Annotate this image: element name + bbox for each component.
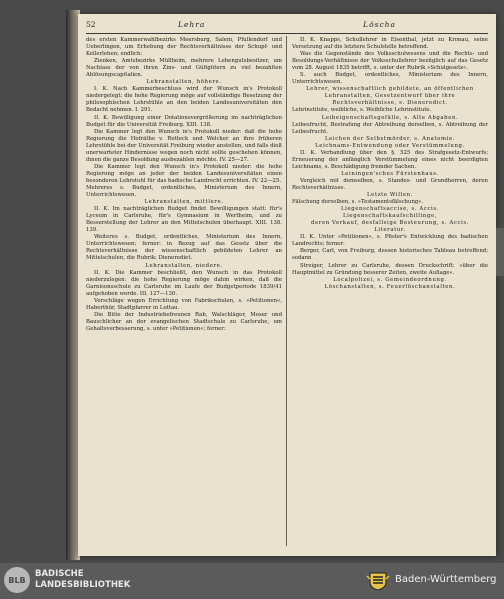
column-divider <box>286 36 287 546</box>
entry-heading: Leichen der Selbstmörder, s. Anatomie. <box>324 135 456 142</box>
right-running-title: Löscha <box>363 20 396 29</box>
right-column <box>292 37 488 291</box>
entry-paragraph: Zienken, Amtsbezirks Müllheim, mehrere Lehengutsbesitzer, um Nachlass der von ihren Zins- und Gültgütern zu viel bezahlten Ablösungscapitalien. <box>86 58 282 79</box>
entry-paragraph: II. K. Unter »Petitionen«, s. Pfister's Entwicklung des badischen Landrechts; ferner: <box>292 234 488 248</box>
entry-paragraph: S. auch Budget, ordentliches, Ministerium des Innern, Unterrichtswesen. <box>292 72 488 86</box>
entry-paragraph: Fälschung derselben, s. »Testamentsfälschung«. <box>292 199 424 206</box>
entry-heading: Löschanstalten, s. Feuerlöschanstalten. <box>324 283 456 290</box>
entry-heading: Lehranstalten, mittlere. <box>144 199 224 206</box>
left-running-title: Lehra <box>178 20 206 29</box>
entry-heading: Lehrer, wissenschaftlich gebildete, an öffentlichen Lehranstalten, Gesetzentwurf über ihre Rechtsverhältnisse, s. Dieneredict. <box>306 86 474 107</box>
library-name-line2: LANDESBIBLIOTHEK <box>35 580 131 590</box>
page-header <box>86 20 488 32</box>
entry-paragraph: Mehreres s. Budget, ordentliches, Ministerium des Innern, Unterrichtswesen. <box>86 184 282 199</box>
entry-paragraph: II. K. Im nachträglichen Budget findet Bewilligungen statt: für's Lyceum in Carlsruhe, für's Gymnasium in Wertheim, und zu Besserstellung der Lehrer an den Mittelschulen überhaupt. XIII. 138. 139. <box>86 206 282 234</box>
entry-heading: deren Verkauf, desfallsige Besteurung, s. Accis. <box>311 220 469 227</box>
state-name[interactable]: Baden-Württemberg <box>395 574 497 585</box>
entry-heading: Lehranstalten, höhere. <box>146 79 222 86</box>
entry-paragraph: I. K. Nach Kammerbeschluss wird der Wunsch in's Protokoll niedergelegt: die hohe Regierung möge auf vollständige Besetzung der philosophischen Lehrstühle an den beiden Landesuniversitäten den Bedacht nehmen. I. 291. <box>86 86 282 114</box>
page-edge-tab <box>496 228 504 276</box>
entry-paragraph: II. K. Die Kammer beschließt, den Wunsch in das Protokoll niederzulegen: die hohe Regierung möge dahin wirken, daß die Garnisonsschule zu Carlsruhe im Laufe der Budgetperiode 1839/41 aufgehoben werde. III. 127—130. <box>86 269 282 297</box>
library-name-line1: BADISCHE <box>35 569 84 579</box>
entry-paragraph: II. K. Verhandlung über den §. 525 des Strafgesetz-Entwurfs; Erneuerung der anfänglich Verstümmelung eines nicht beerdigten Leichnams, s. Beschädigung fremder Sachen. <box>292 149 488 170</box>
entry-heading: Liegenschaftskaufschillinge, <box>342 213 438 220</box>
entry-paragraph: Weiteres s. Budget, ordentliches, Ministerium des Innern, Unterrichtswesen; ferner: in Bezug auf das Gesetz über die Rechtsverhältnisse der wissenschaftlich gebildeten Lehrer an Mittelschulen, die Rubrik: Dienerediet. <box>86 234 282 262</box>
entry-heading: Leichnams-Entwendung oder Verstümmelung. <box>315 142 465 149</box>
entry-heading: Localpolizei, s. Gemeindeordnung. <box>333 276 447 283</box>
footer-bar <box>0 563 504 599</box>
entry-heading: Liegenschaftsaccise, s. Accis. <box>341 206 439 213</box>
entry-paragraph: des ersten Kammerwahlbezirks Meersburg, Salem, Pfullendorf und Ueberlingen, um Erhebung der Rechtsverhältnisse der Schupf- und Kellerlehen; endlich: <box>86 37 282 58</box>
left-column <box>86 37 282 333</box>
entry-paragraph: Berger, Carl, von Freiburg, dessen historisches Tableau betreffend; sodann <box>292 248 488 262</box>
entry-paragraph: Die Kammer legt den Wunsch in's Protokoll nieder: die hohe Regierung möge an jeder der beiden Landesuniversitäten einen besonderen Lehrstuhl für das badische Landrecht errichten. IV. 22—25. <box>86 163 282 184</box>
entry-heading: Leiningen'sches Fürstenhaus. <box>341 170 439 177</box>
entry-heading: Letzte Willen. <box>367 192 413 199</box>
entry-paragraph: Vergleich mit demselben, s. Standes- und Grundherren, deren Rechtsverhältnisse. <box>292 177 488 191</box>
book-page <box>78 14 496 556</box>
entry-heading: Literatur. <box>374 227 406 234</box>
entry-heading: Leibeigenschaftsgefälle, s. Alte Abgaben. <box>321 114 459 121</box>
page-number: 52 <box>86 20 96 29</box>
coat-of-arms-icon[interactable] <box>366 571 390 591</box>
entry-paragraph: Leibesfrucht, Bestrafung der Abtreibung derselben, s. Abtreibung der Leibesfrucht. <box>292 121 488 135</box>
entry-paragraph: Die Kammer legt den Wunsch in's Protokoll nieder: daß die hohe Regierung die Hofräthe v. Rotteck und Welcker an ihre früheren Lehrstühle bei der Universität Freiburg wieder anstellen, und falls dieß unerwarteter Hindernisse wegen noch nicht sollte geschehen können, ihnen die ganze Besoldung ausbezahlen möchte. IV. 25—27. <box>86 128 282 163</box>
entry-paragraph: Streiger, Lehrer zu Carlsruhe, dessen Druckschrift: »über die Hauptmittel zu Gründung besserer Zeiten, zweite Auflage«. <box>292 262 488 276</box>
header-rule <box>86 33 488 34</box>
entry-paragraph: Die Bitte der Industriebefreunen Rab, Walschläger, Moser und Bauschlicher an der evangelischen Stadtschule zu Carlsruhe, um Gehaltsverbesserung, s. unter »Petitionen«; ferner: <box>86 311 282 332</box>
entry-paragraph: Was die Gegenstände des Volksschulwesens und die Rechts- und Besoldungs-Verhältnisse der Volksschullehrer bezüglich auf das Gesetz vom 28. August 1835 betrifft, s. unter der Rubrik »Schulgesetz«. <box>292 51 488 72</box>
entry-paragraph: Lehrinstitute, weibliche, s. Weibliche Lehrinstitute. <box>292 107 432 114</box>
entry-paragraph: II. K. Knapps, Schullehrer in Eisenthal, jetzt zu Kronau, seine Versetzung auf die letztere Schulstelle betreffend. <box>292 37 488 51</box>
blb-logo-icon[interactable]: BLB <box>4 567 30 593</box>
library-name[interactable] <box>35 569 130 591</box>
entry-paragraph: II. K. Bewilligung einer Dotationsvergrößerung im nachträglichen Budget für die Universität Freiburg. XIII. 138. <box>86 114 282 128</box>
entry-heading: Lehranstalten, niedere. <box>145 262 223 269</box>
entry-paragraph: Vorschläge wegen Errichtung von Fabrikschulen, s. »Petitionen«, Haberthür, Stadtpfarrer in Lottau. <box>86 297 282 311</box>
